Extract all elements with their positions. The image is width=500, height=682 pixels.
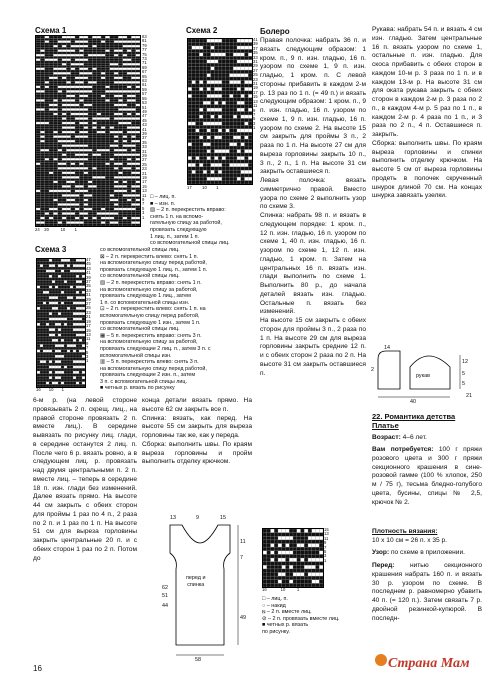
- diagram-right-12: 12: [462, 359, 468, 365]
- pattern-label-bold: Узор:: [372, 549, 390, 556]
- scheme3-row-numbers: 47 45 43 41 39 37 35 33 31 29 27 25 23 21 19 17 15 13 11 9 7 5 3 1: [86, 257, 91, 364]
- scheme1-grid: [35, 35, 141, 227]
- pattern-height-7: 7: [240, 555, 243, 561]
- scheme1-title: Схема 1: [35, 26, 67, 35]
- diagram-top-14: 14: [384, 345, 390, 351]
- density-value: 10 x 10 см = 26 п. x 35 р.: [372, 536, 448, 544]
- sleeve-text: Рукава: набрать 54 п. и вязать 4 см изн. гладью. Затем центральные 16 п. вязать узором по схеме 1, остальные п. изн. гладью. Для скоса прибавить с обеих сторон в каждом 10-м р. 3 раза по 1 п. и в каждом 13-м р. На высоте 31 см для оката рукава закрыть с обеих сторон в каждом 2-м р. 3 раза по 2 п., в каждом 4-м р. 5 раз по 1 п., в каждом 2-м р. 4 раза по 1 п., и 3 раза по 2 п., 4 п. Оставшиеся п. закрыть. Сборка: выполнить швы. По краям выреза горловины и спинки выполнить отделку крючком. На высоте 5 см от выреза горловины продеть в полочек скрученный шнурок длиной 70 см. На концах шнурка завязать узелки.: [372, 26, 482, 200]
- pattern-height-44: 44: [162, 603, 168, 609]
- diagram-right-5a: 5: [462, 371, 465, 377]
- section22-number: 22.: [372, 412, 383, 421]
- watermark: Страна Мам: [388, 656, 470, 671]
- watermark-logo-icon: [375, 654, 387, 666]
- dress-text-col1: 6-м р. (на левой стороне провязывать 2 п. скрещ. лиц., на правой стороне провязать 2 п. вместе лиц.). В середине вывязать по рисунку лиц. глади, в середине останутся 2 лиц. п. После чего 6 р. вязать ровно, а в следующем лиц. р. провязать над двумя центральными п. 2 п. вместе лиц. – теперь в середине 18 п. изн. глади без изменений. Далее вязать прямо. На высоте 44 см закрыть с обеих сторон для проймы 1 раз по 4 п., 2 раза по 2 п. и 1 раз по 1 п. На высоте 51 см для выреза горловины закрыть центральные 20 п. и с обеих сторон 1 раз по 2 п. Потом до: [33, 397, 139, 562]
- pattern-height-49: 49: [240, 615, 246, 621]
- section22-title: Романтика детства: [384, 412, 456, 421]
- scheme3-grid: [36, 258, 86, 388]
- small-scheme-col-numbers: 16 10 1: [262, 587, 300, 592]
- scheme3-legend: со вспомогательной спицы лиц. ⊠ – 2 п. перекрестить влево: снять 1 п. на вспомогательную спицу перед работой, провязать следующую 1 лиц. п., затем 1 п. со вспомогательной спицы лиц. ▨ – 2 п. перекрестить вправо: снять 1 п. на вспомогательную спицу за работой, провязать следующую 1 лиц., затем 1 п. со вспомогательной спицы изн. ⊡ – 2 п. перекрестить влево: снять 1 п. на вспомогательную спицу перед работой, провязать следующую 1 изн., затем 1 п. со вспомогательной спицы лиц. ▦ – 5 п. перекрестить вправо: снять 3 п. на вспомогательную спицу за работой, провязать следующие 2 лиц. п., затем 3 п. с вспомогательной спицы изн. ▥ – 5 п. перекрестить влево: снять 3 п. на вспомогательную спицу перед работой, провязать следующие 2 изн. п., затем 3 п. с вспомогательной спицы лиц. ■ четных р. вязать по рисунку: [100, 247, 211, 392]
- scheme2-row-numbers: 41 39 37 35 33 31 29 27 25 23 21 19 17 15 13 11 9 7 5 3 1: [253, 37, 258, 131]
- diagram-bottom-21: 21: [466, 393, 472, 399]
- scheme3-col-numbers: 16 10 1: [36, 387, 64, 392]
- scheme2-grid: [187, 38, 253, 185]
- scheme3-title: Схема 3: [35, 245, 67, 254]
- pattern-height-62: 62: [162, 585, 168, 591]
- small-scheme-grid: [262, 528, 324, 588]
- pattern-height-11: 11: [240, 539, 246, 545]
- materials-label: Вам потребуется:: [372, 446, 434, 453]
- pattern-label: перед и спинка: [186, 575, 206, 588]
- dress-text-col2: конца детали вязать прямо. На высоте 62 см закрыть все п. Спинка: вязать, как перед. На высоте 55 см закрыть для выреза горловины так же, как у переда. Сборка: выполнить швы. По краям выреза горловины и пройм выполнить отделку крючком.: [142, 397, 252, 466]
- pattern-width-58: 58: [195, 657, 201, 663]
- pattern-width-9: 9: [196, 515, 199, 521]
- front-text: [372, 562, 482, 623]
- scheme1-row-numbers: 83 81 79 77 75 73 71 69 67 65 63 61 59 57 55 53 51 49 47 45 43 41 39 37 35 33 31 29 27 25 23 21 19 17 15 13 11 9 7 5 3 1: [142, 34, 147, 220]
- diagram-left-2: 2: [371, 367, 374, 373]
- dress-pattern-diagram: [150, 505, 250, 665]
- pattern-height-51: 51: [162, 593, 168, 599]
- page-number: 16: [33, 664, 42, 673]
- section22-heading: [372, 412, 455, 421]
- pattern-width-13: 13: [170, 515, 176, 521]
- pattern-width-15: 15: [220, 515, 226, 521]
- density: [372, 528, 482, 546]
- age-label: Возраст:: [372, 434, 401, 441]
- section22-subtitle: Платье: [372, 421, 399, 430]
- scheme2-legend: □ – лиц. п. ■ – изн. п. ▨ – 2 п. перекрестить вправо: снять 1 п. на вспомо- гательную спицу за работой, провязать следующую 1 лиц. п., затем 1 п. со вспомогательной спицы лиц.: [150, 194, 230, 247]
- small-scheme-legend: □ – лиц. п. ○ – накид ⧅ – 2 п. вместе лиц. ⊘ – 2 п. провязать вместе лиц. ■ четных р. вязать по рисунку.: [262, 596, 340, 635]
- front-label: Перед:: [372, 562, 395, 569]
- materials: [372, 446, 482, 507]
- scheme1-col-numbers: 24 20 10 1: [35, 227, 77, 232]
- diagram-right-5b: 5: [462, 381, 465, 387]
- pattern-value: по схеме в приложении.: [390, 549, 465, 556]
- materials-value: 100 г пряжи розового цвета и 300 г пряжи секционного крашения в сине-розовой гамме (100 % хлопок, 250 м / 75 г), тесьма бледно-голубого цвета, бусины, спицы № 2,5, крючок № 2.: [372, 446, 484, 506]
- age-value: 4–6 лет.: [402, 434, 427, 441]
- density-label: Плотность вязания:: [372, 528, 438, 535]
- scheme2-title: Схема 2: [186, 26, 218, 35]
- small-scheme-row-numbers: 15 13 11 9 7 5 3 1: [324, 527, 329, 563]
- diagram-bottom-40: 40: [410, 399, 416, 405]
- bolero-text: Правая полочка: набрать 36 п. и вязать следующим образом: 1 кром. п., 9 п. изн. гладью, 16 п. узором по схеме 1, 9 п. изн. гладью, 1 кром. п. С левой стороны прибавить в каждом 2-м р. 13 раз по 1 п. (= 49 п.) и вязать следующим образом: 1 кром. п., 9 п. изн. гладью, 16 п. узором по схеме 1, 9 п. изн. гладью, 16 п. узором по схеме 2. На высоте 15 см закрыть для проймы 3 п., 2 раза по 1 п. На высоте 27 см для выреза горловины закрыть 10 п., 3 п., 2 п., 1 п. На высоте 31 см закрыть оставшиеся п. Левая полочка: вязать симметрично правой. Вместо узора по схеме 2 выполнить узор по схеме 3. Спинка: набрать 98 п. и вязать в следующем порядке: 1 кром. п., 12 п. изн. гладью, 16 п. узором по схеме 1, 40 п. изн. гладью, 16 п. узором по схеме 1, 12 п. изн. гладью, 1 кром. п. Затем на центральных 16 п. вязать изн. глади выполнить по схеме 1. Выполнить 80 р., до начала деталей вязать изн. гладью. Остальные п. вязать без изменений. На высоте 15 см закрыть с обеих сторон для проймы 3 п., 2 раза по 1 п. На высоте 29 см для выреза горловины закрыть средние 12 п. и с обеих сторон 2 раза по 2 п. На высоте 31 см закрыть оставшиеся п.: [260, 37, 366, 377]
- age-line: [372, 434, 482, 443]
- bolero-title: Болеро: [260, 27, 290, 36]
- bolero-diagram: [370, 345, 488, 407]
- scheme2-col-numbers: 17 10 1: [187, 185, 219, 190]
- diagram-label-sleeve: рукав: [416, 373, 430, 379]
- pattern-line: [372, 549, 482, 558]
- front-value: нитью секционного крашения набрать 160 п. и вязать 30 р. узором по схеме. В последнем р. равномерно убавить 40 п. (= 120 п.). Затем связать 7 р. двойной резинкой-купюрой. В последн-: [372, 562, 484, 622]
